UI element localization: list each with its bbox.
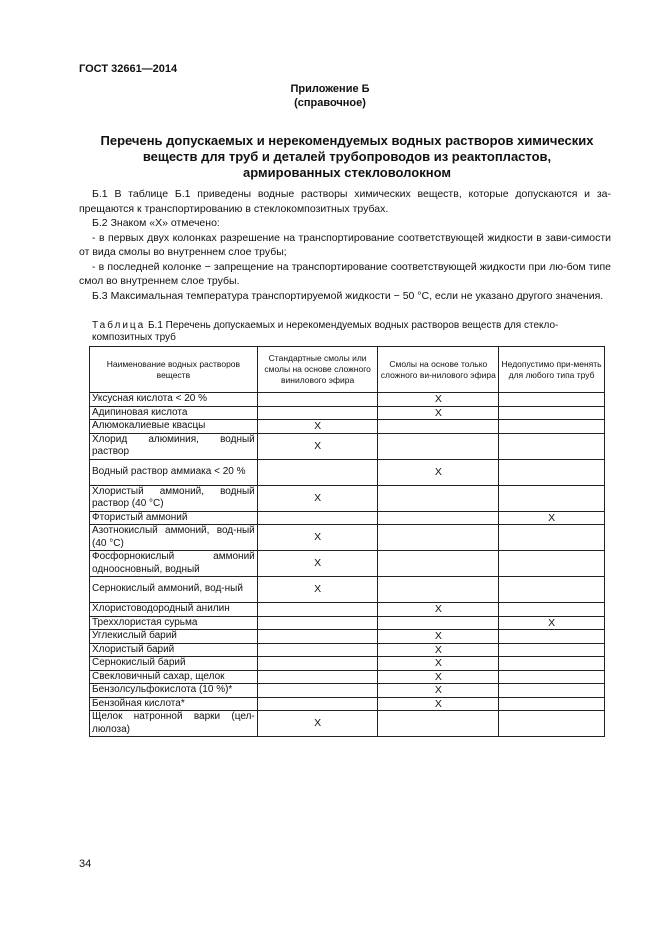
vinyl-ester-mark-cell: X — [378, 459, 499, 485]
table-row — [90, 511, 605, 525]
vinyl-ester-mark-cell: X — [378, 643, 499, 657]
standard-resins-mark-cell — [257, 643, 378, 657]
table-row — [90, 393, 605, 407]
standard-resins-mark-cell: X — [257, 525, 378, 551]
substance-name-cell: Бензолсульфокислота (10 %)* — [90, 684, 258, 698]
substance-name-cell: Водный раствор аммиака < 20 % — [90, 459, 258, 485]
prohibited-mark-cell — [499, 711, 605, 737]
substance-name-cell: Углекислый барий — [90, 630, 258, 644]
vinyl-ester-mark-cell: X — [378, 684, 499, 698]
prohibited-mark-cell — [499, 697, 605, 711]
title-line-3: армированных стекловолокном — [243, 165, 451, 180]
substance-name-cell: Треххлористая сурьма — [90, 616, 258, 630]
substance-name-cell: Сернокислый барий — [90, 657, 258, 671]
substance-name-cell: Хлорид алюминия, водный раствор — [90, 433, 258, 459]
appendix-title — [82, 133, 612, 181]
substance-name-cell: Фосфорнокислый аммоний одноосновный, водный — [90, 551, 258, 577]
standard-resins-mark-cell — [257, 459, 378, 485]
vinyl-ester-mark-cell: X — [378, 657, 499, 671]
substance-name-cell: Алюмокалиевые квасцы — [90, 420, 258, 434]
standard-resins-mark-cell: X — [257, 711, 378, 737]
substance-name-cell: Свекловичный сахар, щелок — [90, 670, 258, 684]
table-row — [90, 433, 605, 459]
standard-resins-mark-cell — [257, 670, 378, 684]
vinyl-ester-mark-cell — [378, 433, 499, 459]
prohibited-mark-cell — [499, 393, 605, 407]
prohibited-mark-cell — [499, 577, 605, 603]
table-row — [90, 525, 605, 551]
prohibited-mark-cell — [499, 525, 605, 551]
appendix-heading — [0, 82, 661, 110]
paragraph-b2-item1: - в первых двух колонках разрешение на транспортирование соответствующей жидкости в зави-симости от вида смолы во внутреннем слое трубы; — [79, 231, 611, 258]
table-row — [90, 670, 605, 684]
standard-resins-mark-cell — [257, 393, 378, 407]
prohibited-mark-cell: X — [499, 616, 605, 630]
vinyl-ester-mark-cell — [378, 577, 499, 603]
substance-name-cell: Бензойная кислота* — [90, 697, 258, 711]
table-row — [90, 406, 605, 420]
vinyl-ester-mark-cell: X — [378, 393, 499, 407]
title-line-2: веществ для труб и деталей трубопроводов из реактопластов, — [142, 149, 552, 164]
substance-name-cell: Хлористый аммоний, водный раствор (40 °С) — [90, 485, 258, 511]
standard-resins-mark-cell — [257, 511, 378, 525]
prohibited-mark-cell — [499, 551, 605, 577]
standard-resins-mark-cell: X — [257, 433, 378, 459]
appendix-label: Приложение Б — [290, 83, 370, 95]
vinyl-ester-mark-cell — [378, 711, 499, 737]
table-caption-prefix: Таблица — [92, 320, 146, 331]
vinyl-ester-mark-cell — [378, 616, 499, 630]
document-code: ГОСТ 32661—2014 — [79, 63, 178, 75]
substance-name-cell: Хлористоводородный анилин — [90, 603, 258, 617]
standard-resins-mark-cell — [257, 630, 378, 644]
table-caption — [92, 320, 612, 344]
standard-resins-mark-cell: X — [257, 577, 378, 603]
prohibited-mark-cell — [499, 643, 605, 657]
table-row — [90, 711, 605, 737]
title-line-1: Перечень допускаемых и нерекомендуемых водных растворов химических — [100, 133, 594, 148]
vinyl-ester-mark-cell: X — [378, 406, 499, 420]
standard-resins-mark-cell: X — [257, 420, 378, 434]
vinyl-ester-mark-cell: X — [378, 697, 499, 711]
prohibited-mark-cell — [499, 657, 605, 671]
table-header-row — [90, 347, 605, 393]
substance-name-cell: Хлористый барий — [90, 643, 258, 657]
column-header-prohibited: Недопустимо при-менять для любого типа труб — [499, 347, 605, 393]
body-text — [79, 187, 611, 303]
vinyl-ester-mark-cell: X — [378, 630, 499, 644]
prohibited-mark-cell — [499, 420, 605, 434]
appendix-type: (справочное) — [294, 97, 366, 109]
vinyl-ester-mark-cell — [378, 551, 499, 577]
paragraph-b2: Б.2 Знаком «Х» отмечено: — [92, 217, 220, 229]
prohibited-mark-cell — [499, 459, 605, 485]
paragraph-b2-item2: - в последней колонке − запрещение на транспортирование соответствующей жидкости при лю-бом типе смол во внутреннем слое трубы. — [79, 260, 611, 287]
substances-table — [89, 346, 605, 737]
table-row — [90, 657, 605, 671]
table-row — [90, 603, 605, 617]
standard-resins-mark-cell — [257, 697, 378, 711]
substance-name-cell: Фтористый аммоний — [90, 511, 258, 525]
vinyl-ester-mark-cell — [378, 525, 499, 551]
table-body — [90, 393, 605, 737]
standard-resins-mark-cell — [257, 616, 378, 630]
page-number: 34 — [79, 858, 92, 870]
column-header-vinyl-ester-only: Смолы на основе только сложного ви-нилового эфира — [378, 347, 499, 393]
table-caption-text: Б.1 Перечень допускаемых и нерекомендуемых водных растворов веществ для стекло-композитных труб — [92, 320, 559, 343]
vinyl-ester-mark-cell — [378, 485, 499, 511]
standard-resins-mark-cell: X — [257, 551, 378, 577]
substance-name-cell: Азотнокислый аммоний, вод-ный (40 °С) — [90, 525, 258, 551]
prohibited-mark-cell — [499, 485, 605, 511]
table-row — [90, 630, 605, 644]
substance-name-cell: Уксусная кислота < 20 % — [90, 393, 258, 407]
column-header-substance: Наименование водных растворов веществ — [90, 347, 258, 393]
table-row — [90, 684, 605, 698]
substance-name-cell: Сернокислый аммоний, вод-ный — [90, 577, 258, 603]
vinyl-ester-mark-cell — [378, 420, 499, 434]
standard-resins-mark-cell: X — [257, 485, 378, 511]
table-row — [90, 420, 605, 434]
paragraph-b3: Б.3 Максимальная температура транспортируемой жидкости − 50 °С, если не указано другого значения. — [92, 289, 604, 302]
table-row — [90, 551, 605, 577]
vinyl-ester-mark-cell: X — [378, 670, 499, 684]
prohibited-mark-cell — [499, 684, 605, 698]
table-row — [90, 616, 605, 630]
standard-resins-mark-cell — [257, 603, 378, 617]
prohibited-mark-cell: X — [499, 511, 605, 525]
substance-name-cell: Адипиновая кислота — [90, 406, 258, 420]
prohibited-mark-cell — [499, 406, 605, 420]
table-row — [90, 643, 605, 657]
prohibited-mark-cell — [499, 433, 605, 459]
substance-name-cell: Щелок натронной варки (цел-люлоза) — [90, 711, 258, 737]
paragraph-b1: Б.1 В таблице Б.1 приведены водные растворы химических веществ, которые допускаются и за-прещаются к транспортированию в стеклокомпозитных трубах. — [79, 188, 611, 215]
vinyl-ester-mark-cell — [378, 511, 499, 525]
table-row — [90, 697, 605, 711]
column-header-standard-resins: Стандартные смолы или смолы на основе сложного винилового эфира — [257, 347, 378, 393]
standard-resins-mark-cell — [257, 657, 378, 671]
table-row — [90, 577, 605, 603]
standard-resins-mark-cell — [257, 684, 378, 698]
prohibited-mark-cell — [499, 670, 605, 684]
vinyl-ester-mark-cell: X — [378, 603, 499, 617]
prohibited-mark-cell — [499, 630, 605, 644]
prohibited-mark-cell — [499, 603, 605, 617]
table-row — [90, 485, 605, 511]
standard-resins-mark-cell — [257, 406, 378, 420]
table-row — [90, 459, 605, 485]
